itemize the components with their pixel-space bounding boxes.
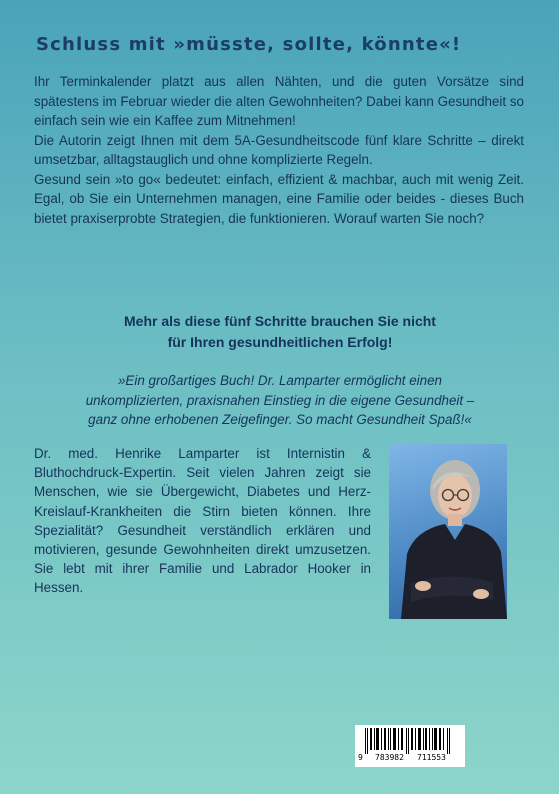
blurb-paragraph: Ihr Terminkalender platzt aus allen Nähten, und die guten Vorsätze sind spätestens im Februar wieder die alten Gewohnheiten? Dabei kann Gesundheit so einfach sein wie ein Kaffee zum Mitnehmen! [34, 74, 524, 128]
barcode-bars [361, 728, 459, 754]
isbn-barcode [355, 725, 465, 767]
callout-line: für Ihren gesundheitlichen Erfolg! [167, 334, 393, 350]
callout-line: Mehr als diese fünf Schritte brauchen Sie nicht [124, 313, 436, 329]
author-bio: Dr. med. Henrike Lamparter ist Internistin & Bluthochdruck-Expertin. Seit vielen Jahren zeigt sie Menschen, wie sie Übergewicht, Diabetes und Herz-Kreislauf-Krankheiten die Stirn bieten können. Ihre Spezialität? Gesundheit verständlich erklären und motivieren, gesunde Gewohnheiten direkt umzusetzen. Sie lebt mit ihrer Familie und Labrador Hooker in Hessen. [34, 446, 371, 596]
quote-line: »Ein großartiges Buch! Dr. Lamparter ermöglicht einen [117, 373, 442, 388]
barcode-digits-right: 711553 [417, 753, 446, 762]
blurb [34, 72, 524, 228]
barcode-digits-left: 783982 [375, 753, 404, 762]
callout [40, 311, 520, 353]
blurb-paragraph: Die Autorin zeigt Ihnen mit dem 5A-Gesundheitscode fünf klare Schritte – direkt umsetzbar, alltagstauglich und ohne komplizierte Regeln. [34, 132, 524, 167]
author-portrait-illustration [389, 444, 507, 619]
barcode-lead-digit: 9 [358, 753, 363, 762]
blurb-paragraph: Gesund sein »to go« bedeutet: einfach, effizient & machbar, auch mit wenig Zeit. Egal, ob Sie ein Unternehmen managen, eine Familie oder beides - dieses Buch bietet praxiserprobte Strategien, die funktionieren. Worauf warten Sie noch? [34, 171, 524, 226]
headline: Schluss mit »müsste, sollte, könnte«! [36, 34, 462, 55]
author-photo [389, 444, 507, 619]
quote-line: ganz ohne erhobenen Zeigefinger. So macht Gesundheit Spaß!« [88, 412, 472, 427]
testimonial-quote [40, 371, 520, 430]
quote-line: unkomplizierten, praxisnahen Einstieg in die eigene Gesundheit – [85, 392, 475, 408]
